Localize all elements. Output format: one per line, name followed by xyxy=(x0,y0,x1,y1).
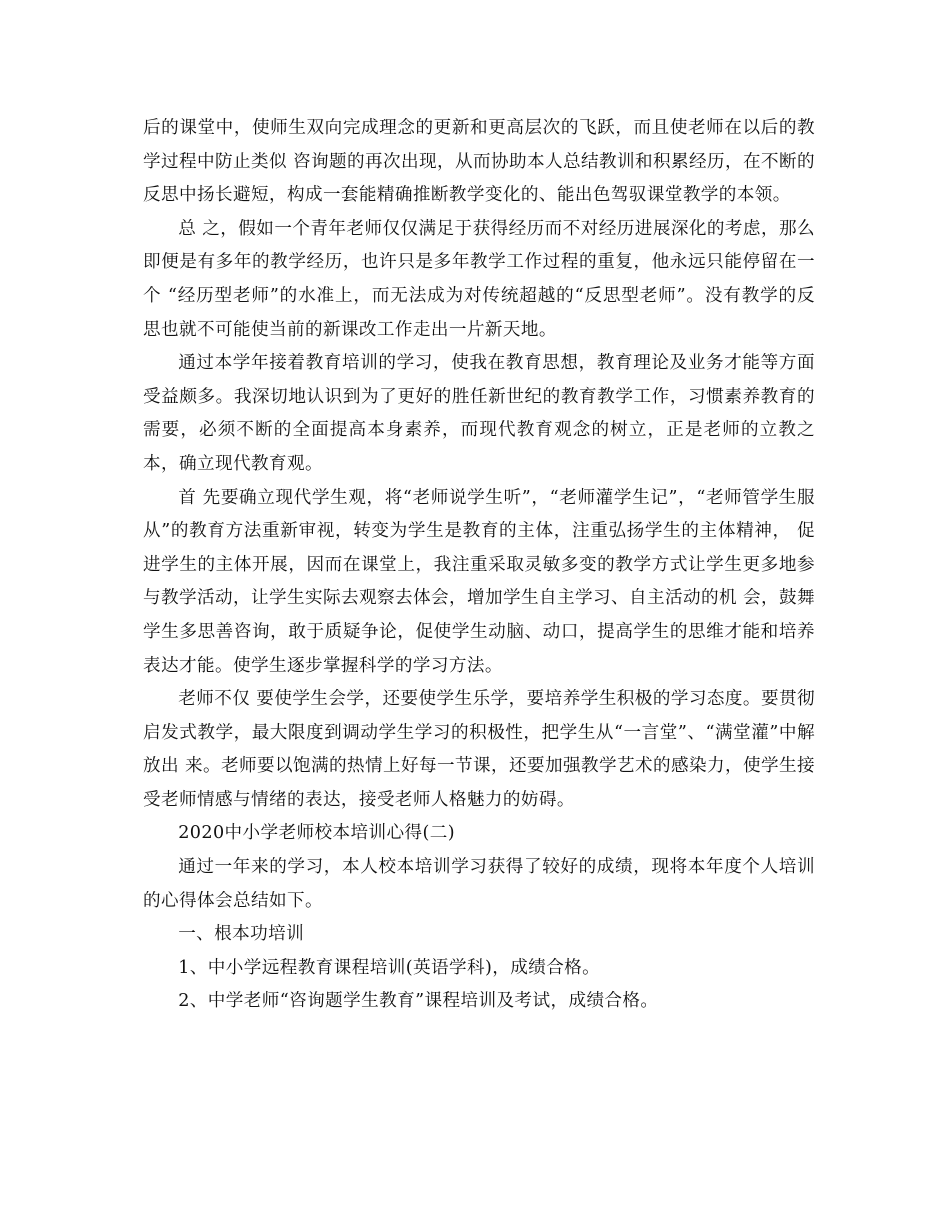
document-body xyxy=(143,112,815,1019)
paragraph: 总 之，假如一个青年老师仅仅满足于获得经历而不对经历进展深化的考虑，那么即便是有多年的教学经历，也许只是多年教学工作过程的重复，他永远只能停留在一个 “经历型老师”的水准上，而无法成为对传统超越的“反思型老师”。没有教学的反思也就不可能使当前的新课改工作走出一片新天地。 xyxy=(143,218,815,340)
list-item: 2、中学老师“咨询题学生教育”课程培训及考试，成绩合格。 xyxy=(178,991,659,1012)
section-heading: 一、根本功培训 xyxy=(178,924,305,945)
paragraph: 老师不仅 要使学生会学，还要使学生乐学，要培养学生积极的学习态度。要贯彻启发式教学，最大限度到调动学生学习的积极性，把学生从“一言堂”、“满堂灌”中解放出 来。老师要以饱满的热情上好每一节课，还要加强教学艺术的感染力，使学生接受老师情感与情绪的表达，接受老师人格魅力的妨碍。 xyxy=(143,689,815,810)
list-item: 1、中小学远程教育课程培训(英语学科)，成绩合格。 xyxy=(178,957,601,978)
paragraph: 通过一年来的学习，本人校本培训学习获得了较好的成绩，现将本年度个人培训的心得体会总结如下。 xyxy=(143,857,815,911)
paragraph: 后的课堂中，使师生双向完成理念的更新和更高层次的飞跃，而且使老师在以后的教学过程中防止类似 咨询题的再次出现，从而协助本人总结教训和积累经历，在不断的反思中扬长避短，构成一套能精确推断教学变化的、能出色驾驭课堂教学的本领。 xyxy=(143,118,815,206)
section-title: 2020中小学老师校本培训心得(二) xyxy=(178,823,456,844)
paragraph: 首 先要确立现代学生观，将“老师说学生听”，“老师灌学生记”，“老师管学生服从”的教育方法重新审视，转变为学生是教育的主体，注重弘扬学生的主体精神， 促进学生的主体开展，因而在课堂上，我注重采取灵敏多变的教学方式让学生更多地参与教学活动，让学生实际去观察去体会，增加学生自主学习、自主活动的机 会，鼓舞学生多思善咨询，敢于质疑争论，促使学生动脑、动口，提高学生的思维才能和培养表达才能。使学生逐步掌握科学的学习方法。 xyxy=(143,487,815,676)
paragraph: 通过本学年接着教育培训的学习，使我在教育思想，教育理论及业务才能等方面受益颇多。我深切地认识到为了更好的胜任新世纪的教育教学工作，习惯素养教育的需要，必须不断的全面提高本身素养，而现代教育观念的树立，正是老师的立教之本，确立现代教育观。 xyxy=(143,353,815,474)
